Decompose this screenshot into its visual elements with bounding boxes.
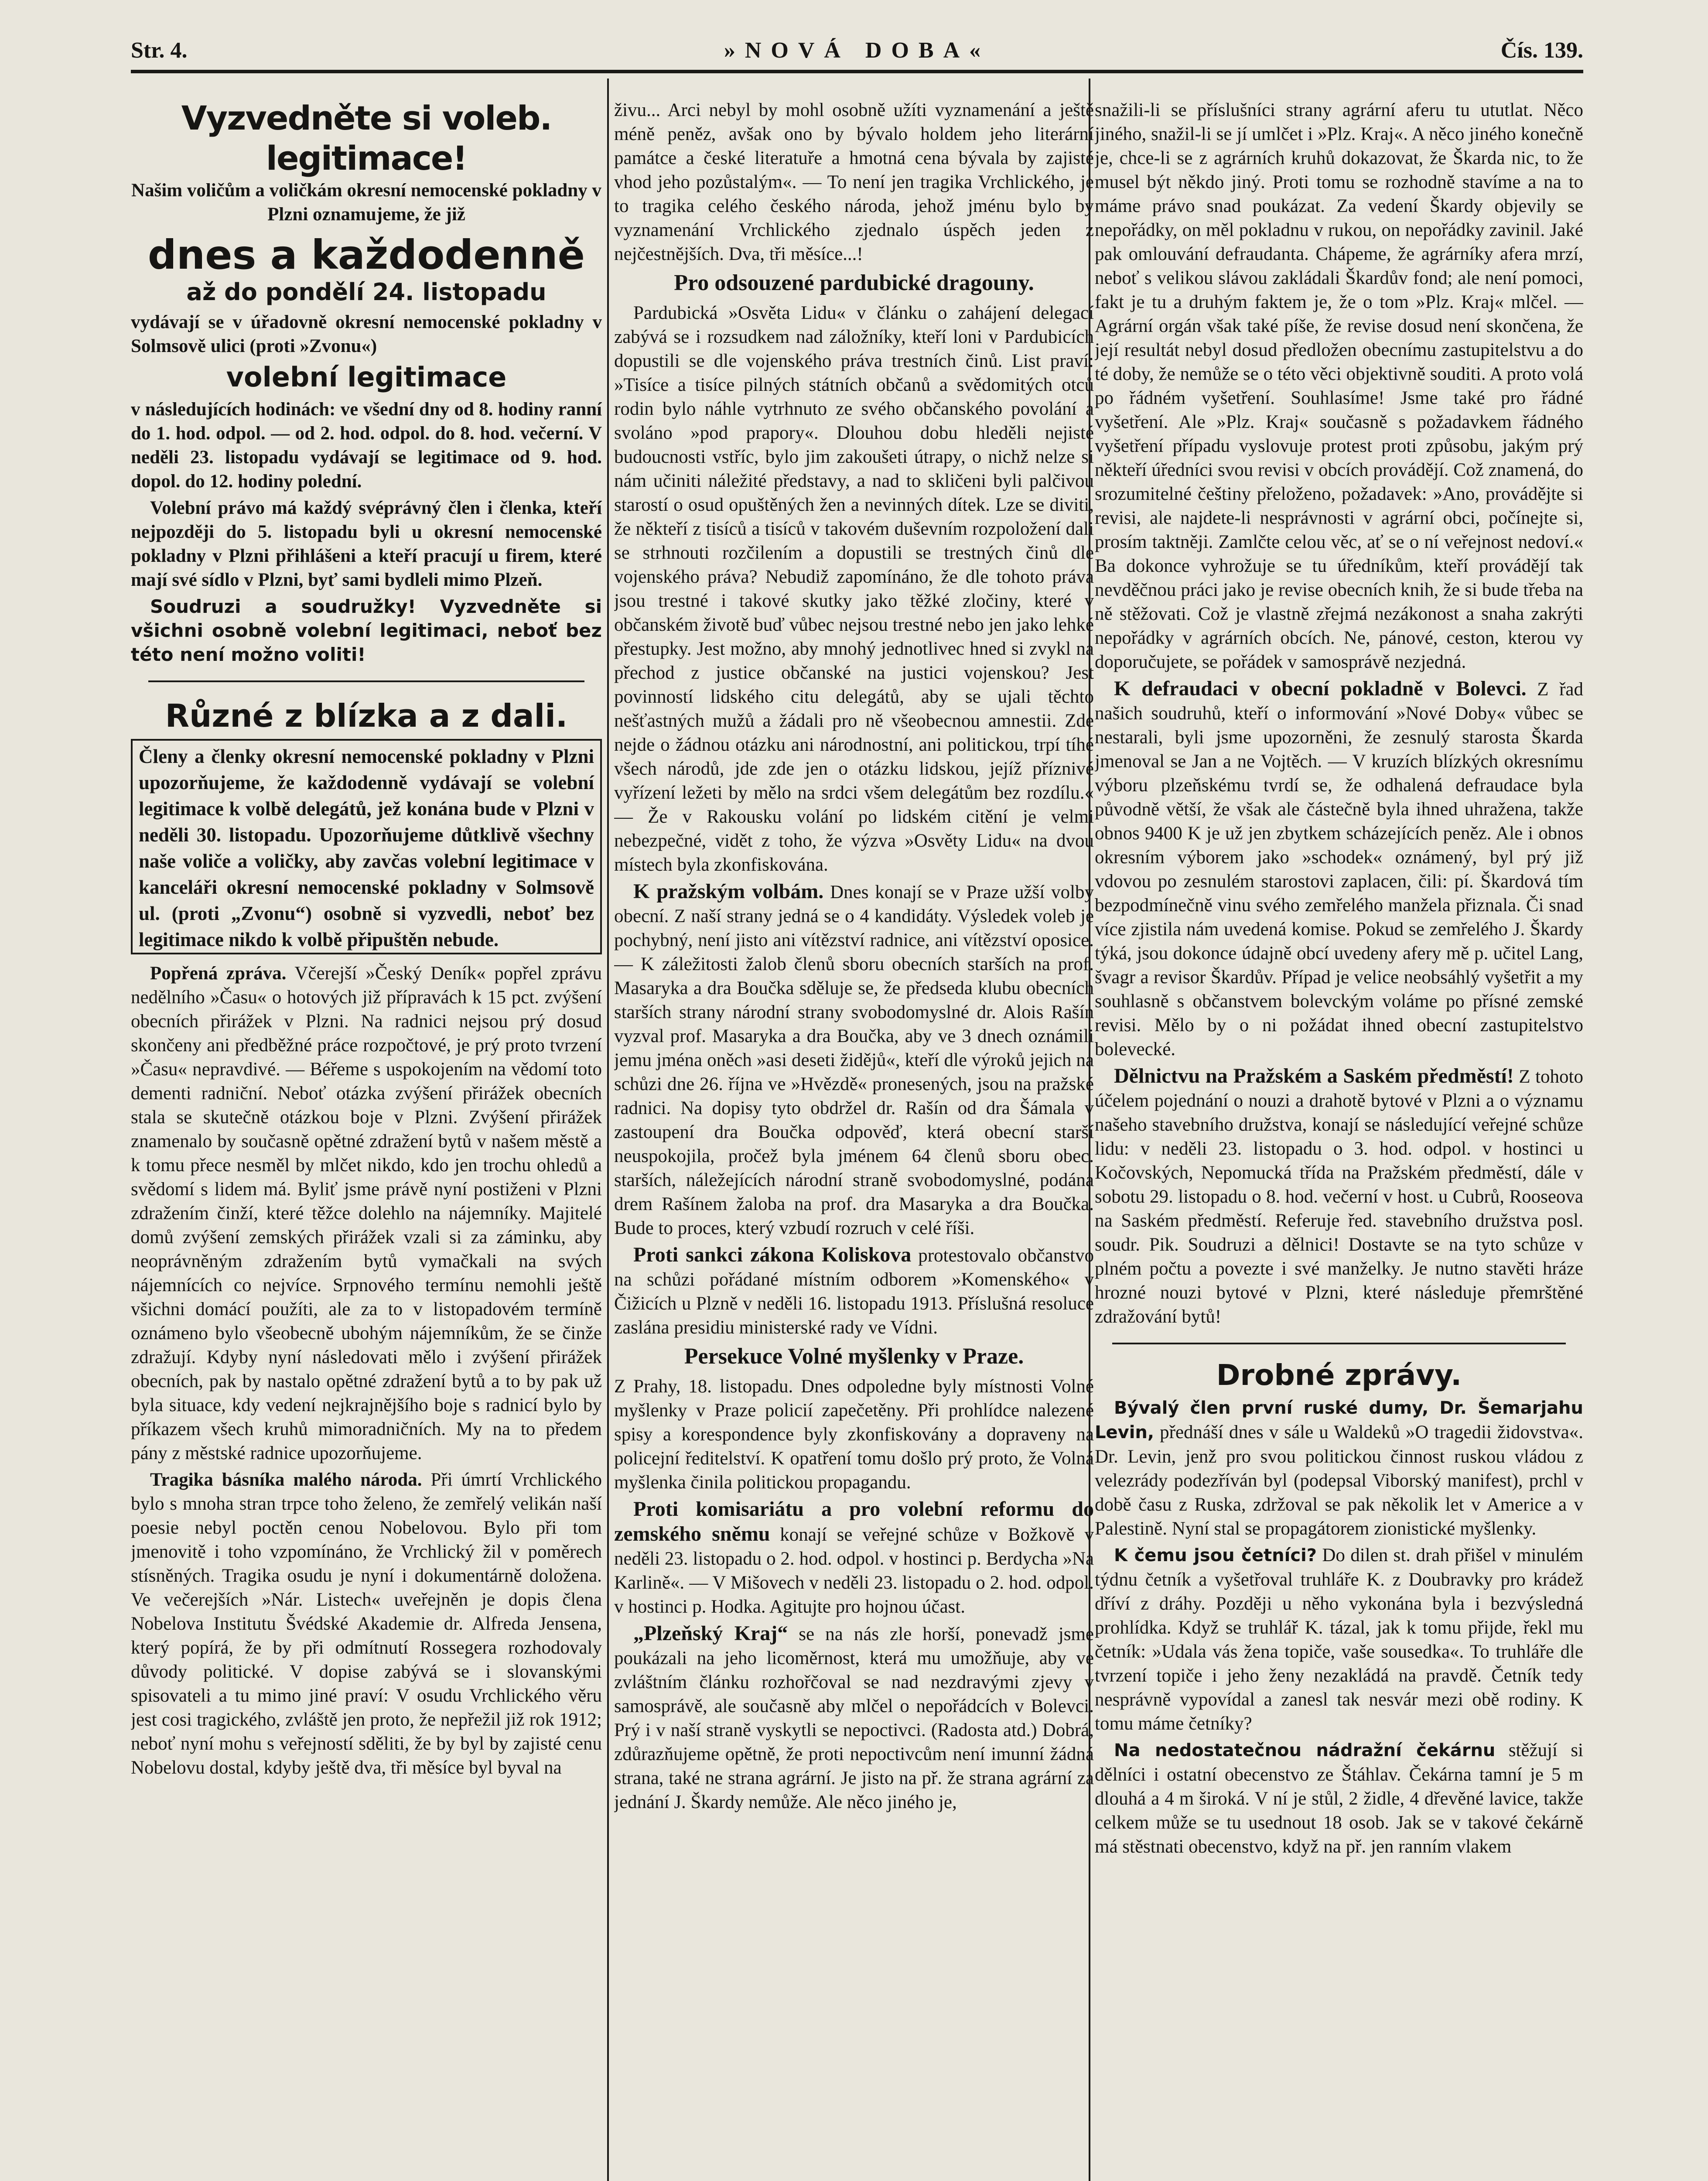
brief-heading: Na nedostatečnou nádražní čekárnu [1114, 1740, 1496, 1761]
article-dragoons: Pardubická »Osvěta Lidu« v článku o zahájení delegací zabývá se i rozsudkem nad záložníky, kteří loni v Pardubicích dopustili se dle vojenského práva trestních činů. List praví: »Tisíce a tisíce pilných státních občanů a svědomitých otců rodin bylo náhle vytrhnuto ze svého občanského povolání a svoláno »pod prapory«. Dlouhou dobu hleděli nejisté budoucnosti vstříc, bylo jim zakoušeti útrapy, o nichž nelze si nám učiniti náležité představy, a nad to skličeni byli palčivou starostí o osud opuštěných žen a nevinných dítek. Lze se diviti, že někteří z tisíců a tisíců v takovém duševním rozpoložení dali se strhnouti rozčilením a dopustili se trestných činů dle vojenského práva? Nebudiž zapomínáno, že dle tohoto práva jsou trestné i takové skutky jako těžké zločiny, které v občanském životě buď vůbec nejsou trestné nebo jen jako lehké přestupky. Jest možno, aby mnohý jednotlivec hned si zvykl na přechod z justice občanské na justici vojenskou? Jest povinností lidského citu delegátů, aby se ujali těchto nešťastných mužů a žádali pro ně všeobecnou amnestii. Zde nejde o žádnou otázku ani národnostní, ani politickou, trpí tíhé všech národů, jde zde jen o otázku lidskou, jejíž příznivé vyřízení ležeti by mělo na srdci všem delegátům bez rozdílu.« — Že v Rakousku volání po lidském citění je velmi nebezpečné, vidět z toho, že výzva »Osvěty Lidu« na dvou místech byla zkonfiskována. [614, 303, 1094, 875]
notice-daily: dnes a každodenně [147, 232, 585, 278]
article-continuation: snažili-li se příslušníci strany agrární aferu tu ututlat. Něco jiného, snažil-li se jí umlčet i »Plz. Kraj«. A něco jiného konečně je, chce-li se z agrárních kruhů dokazovat, že Škarda nic, to že musel být někdo jiný. Proti tomu se rozhodně stavíme a na to máme právo snad poukázat. Za vedení Škardy objevily se nepořádky, on měl pokladnu v rukou, on nepořádky zavinil. Jaké pak omlouvání defraudanta. Chápeme, že agrárníky afera mrzí, neboť s velikou slávou zakládali Škardův fond; ale není pomoci, fakt je tu a druhým faktem je, že o tom »Plz. Kraj« mlčel. — Agrární orgán však také píše, že revise dosud není skončena, že její resultát nebyl dosud předložen obecnímu zastupitelstvu a do té doby, že nemůže se o této věci objektivně souditi. A proto volá po řádném vyšetření. Souhlasíme! Jsme také pro řádné vyšetření. Ale »Plz. Kraj« současně s požadavkem řádného vyšetření případu vyslovuje protest proti způsobu, jakým prý někteří úředníci svou revisi v obcích provádějí. Což znamená, do srozumitelné češtiny přeloženo, požadavek: »Ano, provádějte si revisi, ale najdete-li nesprávnosti v agrární obci, počínejte si, prosím taktněji. Zamlčte celou věc, ať se o ní veřejnost nedoví.« Ba dokonce vyhrožuje se tu úředníkům, kteří provádějí tak nevděčnou práci jako je revise obecních knih, že si bude třeba na ně stěžovati. Což je vlastně zřejmá nezákonost a snaha zakrýti nepořádky v agrárních obcích. Ne, pánové, ceston, kterou vy doporučujete, se pořádek v samosprávě nezjedná. [1095, 100, 1583, 672]
column-1 [131, 98, 602, 2181]
article-text: protestovalo občanstvo na schůzi pořádané místním odborem »Komenského« v Čižicích u Plzně v neděli 16. listopadu 1913. Příslušná resoluce zaslána presidiu ministerské rady ve Vídni. [614, 1245, 1094, 1338]
page-number: Str. 4. [131, 38, 188, 63]
article-text: konají se veřejné schůze v Božkově v neděli 23. listopadu o 2. hod. odpol. v hostinci p. Berdycha »Na Karlině«. — V Mišovech v neděli 23. listopadu o 2. hod. odpol. v hostinci p. Hodka. Agitujte pro hojnou účast. [614, 1525, 1094, 1617]
article-kolisko-law [614, 1243, 1094, 1340]
article-heading: Proti komisariátu a pro volební reformu do zemského sněmu [614, 1497, 1094, 1545]
article-heading: Proti sankci zákona Koliskova [633, 1243, 912, 1266]
notice-hours: v následujících hodinách: ve všední dny od 8. hodiny ranní do 1. hod. odpol. — od 2. hod. odpol. do 8. hod. večerní. V neděli 23. listopadu vydávají se legitimace od 9. hod. dopol. do 12. hodiny polední. [131, 399, 602, 492]
issue-number: Čís. 139. [1500, 38, 1583, 63]
article-heading: Dělnictvu na Pražském a Saském předměstí! [1114, 1064, 1514, 1087]
article-prague-elections [614, 879, 1094, 1240]
article-heading: „Plzeňský Kraj“ [633, 1622, 788, 1645]
article-text: Dnes konají se v Praze užší volby obecní. Z naší strany jedná se o 4 kandidáty. Výsledek voleb je pochybný, není jisto ani vítězství radnice, ani vítězství oposice. — K záležitosti žalob členů sboru obecních starších na prof. Masaryka a dra Boučka sděluje se, že předseda klubu obecních starších strany národní strany svobodomyslné dr. Alois Rašín vyzval prof. Masaryka a dra Boučka, aby ve 3 dnech oznámili jemu jména oněch »asi deseti židějů«, kteří dle výroků jejich na schůzi dne 26. října ve »Hvězdě« pronesených, jsou na pražské radnici. Na dopisy tyto obdržel dr. Rašín od dra Šámala v zastoupení dra Boučka odpověď, která obecní starší neuspokojila, pročež byla jménem 64 členů sboru obec. starších, náležejících národní straně svobodomyslné, podána drem Rašínem žaloba na prof. dra Masaryka a dra Boučka. Bude to proces, který vzbudí rozruch v celé říši. [614, 882, 1094, 1238]
brief-text: stěžují si dělníci i ostatní obecenstvo ze Štáhlav. Čekárna tamní je 5 m dlouhá a 4 m široká. V ní je stůl, 2 židle, 4 dřevěné lavice, takže celkem může se tu usednout 18 osob. Jak se v takové čekárně má stěstnati obecenstvo, když na př. jen ranním vlakem [1095, 1740, 1583, 1857]
page-header [131, 34, 1583, 69]
notice-until: až do pondělí 24. listopadu [186, 278, 547, 306]
article-free-thought: Z Prahy, 18. listopadu. Dnes odpoledne byly místnosti Volné myšlenky v Praze policií zapečetěny. Při prohlídce nalezené spisy a korespondence byly zkonfiskovány a dopraveny na policejní ředitelství. K opatření tomu došlo prý proto, že Volná myšlenka činila politickou propagandu. [614, 1376, 1094, 1493]
article-heading: Pro odsouzené pardubické dragouny. [674, 270, 1034, 295]
notice-intro: Našim voličům a voličkám okresní nemocenské pokladny v Plzni oznamujeme, že již [131, 180, 601, 225]
article-poet-tragedy [131, 1468, 602, 1780]
article-text: Z řad našich soudruhů, kteří o informování »Nové Doby« vůbec se nestarali, byli jsme upozorněni, že zesnulý starosta Škarda jmenoval se Jan a ne Vojtěch. — V kruzích blízkých okresnímu výboru plzeňskému tvrdí se, že odhalená defraudace byla původně větší, že však ale částečně byla ihned uhražena, takže obnos 9400 K je už jen zbytkem scházejících peněz. Ale i obnos okresním výborem jako »schodek« oznámený, byl prý již vdovou po zesnulém starostovi zaplacen, čili: pí. Škardová tím bezpodmínečně vinu svého zemřelého manžela přiznala. Či snad více zjistila nám uvedená komise. Pokud se zemřelého J. Škardy týká, jsou dokonce údajně obcí uvedeny afery mě p. učitel Lang, švagr a revisor Škardův. Případ je velice neobsáhlý vyšetřit a my souhlasně s občanstvem bolevckým voláme po přísné zemské revisi. Mělo by o ni požádat ihned obecní zastupitelstvo bolevecké. [1095, 679, 1583, 1060]
article-heading: Tragika básníka malého národa. [150, 1470, 422, 1490]
article-text: Z tohoto účelem pojednání o nouzi a drahotě bytové v Plzni a o významu našeho stavebního družstva, konají se následující veřejné schůze lidu: v neděli 23. listopadu o 3. hod. odpol. v hostinci u Kočovských, Nepomucká třída na Pražském předměstí, dále v sobotu 29. listopadu o 8. hod. večerní v host. u Cubrů, Rooseova na Saském předměstí. Referuje řed. stavebního družstva posl. soudr. Pik. Soudruzi a dělnici! Dostavte se na tyto schůze v plném počtu a povezte i své manželky. Je nutno stavěti hráze hrozné nouzi bytové v Plzni, které následuje přemrštěné zdražování bytů! [1095, 1067, 1583, 1327]
brief-waiting-room [1095, 1738, 1583, 1859]
notice-call: Soudruzi a soudružky! Vyzvedněte si všichni osobně volební legitimaci, neboť bez této není možno voliti! [131, 596, 602, 665]
article-electoral-reform [614, 1497, 1094, 1619]
brief-text: Do dilen st. drah přišel v minulém týdnu četník a vyšetřoval truhláře K. z Doubravky pro krádež dříví z dráhy. Později u něho vykonána byla i bezvýsledná prohlídka. Když se truhlář K. tázal, jak k tomu přijde, řekl mu četník: »Udala vás žena topiče, vaše sousedka«. To truhláře dle tvrzení topiče i jeho ženy nezakládá na pravdě. Četník tedy nesprávně vypovídal a zanesl tak nesvár mezi obě rodiny. K tomu máme četníky? [1095, 1545, 1583, 1734]
newspaper-title: »NOVÁ DOBA« [724, 38, 991, 63]
column-3 [1095, 98, 1583, 2181]
section-title: Drobné zprávy. [1216, 1358, 1462, 1392]
brief-gendarmes [1095, 1543, 1583, 1736]
section-title: Různé z blízka a z dali. [165, 697, 568, 734]
article-heading: K defraudaci v obecní pokladně v Bolevci. [1114, 677, 1527, 700]
article-workers-meeting [1095, 1064, 1583, 1329]
notice-title: Vyzvedněte si voleb. legitimace! [181, 99, 552, 178]
article-heading: Popřená zpráva. [150, 963, 287, 984]
article-bolevec-defraudation [1095, 677, 1583, 1061]
article-heading: Persekuce Volné myšlenky v Praze. [684, 1344, 1024, 1369]
header-rule [131, 70, 1583, 73]
notice-issued: vydávají se v úřadovně okresní nemocenské pokladny v Solmsově ulici (proti »Zvonu«) [131, 312, 602, 356]
notice-right: Volební právo má každý svéprávný člen i členka, kteří nejpozději do 5. listopadu byli u okresní nemocenské pokladny v Plzni přihlášeni a kteří pracují u firem, které mají své sídlo v Plzni, byť sami bydleli mimo Plzeň. [131, 498, 602, 590]
brief-heading: K čemu jsou četníci? [1114, 1545, 1317, 1566]
brief-heading: Bývalý člen první ruské dumy, Dr. Šemarjahu Levin, [1095, 1398, 1583, 1443]
voting-notice-box: Členy a členky okresní nemocenské pokladny v Plzni upozorňujeme, že každodenně vydávají se volební legitimace k volbě delegátů, jež konána bude v Plzni v neděli 30. listopadu. Upozorňujeme důtklivě všechny naše voliče a voličky, aby zavčas volební legitimace v kanceláři okresní nemocenské pokladny v Solmsově ul. (proti „Zvonu“) osobně si vyzvedli, neboť bez legitimace nikdo k volbě připuštěn nebude. [131, 739, 602, 954]
article-heading: K pražským volbám. [633, 880, 824, 903]
section-divider [148, 680, 584, 682]
column-2 [614, 98, 1094, 2181]
article-text: se na nás zle horší, ponevadž jsme poukázali na jeho licoměrnost, která mu umožňuje, aby ve zvláštním článku rozhořčoval se nad nezdravými zjevy v samosprávě, ale současně aby mlčel o nepořádcích v Bolevci. Prý i v naší straně vyskytli se nepoctivci. (Radosta atd.) Dobrá, zdůrazňujeme opětně, že proti nepoctivcům není imunní žádná strana, také ne strana agrární. Je jisto na př. že strana agrární za jednání J. Škardy nemůže. Ale něco jiného je, [614, 1624, 1094, 1812]
article-continuation: živu... Arci nebyl by mohl osobně užíti vyznamenání a ještě méně peněz, avšak ono by bývalo holdem jeho literární památce a české literatuře a hmotná cena bývala by zajisté vhod jeho pozůstalým«. — To není jen tragika Vrchlického, je to tragika celého českého národa, jehož jménu bylo by vyznamenání Vrchlického zjednalo úspěch jeden z nejčestnějších. Dva, tři měsíce...! [614, 100, 1094, 264]
brief-levin [1095, 1396, 1583, 1541]
article-plzensky-kraj [614, 1621, 1094, 1814]
section-divider [1112, 1343, 1566, 1344]
brief-text: přednáší dnes v sále u Waldeků »O tragedii židovstva«. Dr. Levin, jenž pro svou politickou činnost ruskou vládou z velezrády podezříván byl (podepsal Viborský manifest), prchl v době času z Ruska, zdržoval se pak několik let v Americe a v Palestině. Nyní stal se propagátorem zionistické myšlenky. [1095, 1422, 1583, 1539]
column-rule-1 [607, 79, 609, 2181]
article-denied-report [131, 961, 602, 1465]
notice-legit: volební legitimace [226, 361, 507, 393]
article-text: Včerejší »Český Deník« popřel zprávu nedělního »Času« o hotových již přípravách k 15 pct. zvýšení obecních přirážek v Plzni. Na radnici nejsou prý dosud skončeny ani předběžné práce rozpočtové, je prý proto tvrzení »Času« nepravdivé. — Béřeme s uspokojením na vědomí toto dementi radniční. Neboť otázka zvýšení přirážek obecních stala se skutečně otázkou boje v Plzni. Zvýšení přirážek znamenalo by současně opětné zdražení bytů v našem městě a k tomu přece nesměl by mlčet nikdo, kdo jen trochu ohledů a svědomí s lidem má. Byliť jsme právě nyní postiženi v Plzni zdražením činží, které těžce dolehlo na nájemníky. Majitelé domů zvýšení zemských přirážek vzali si za záminku, aby neoprávněným zdražením bytů vymačkali na svých nájemnících co nejvíce. Srpnového termínu nemohli ještě všichni domácí použíti, ale za to v listopadovém termíně oznámeno bylo všeobecně ubohým nájemníkům, že se činže zdražují. Kdyby nyní následovati mělo i zvýšení přirážek obecních, pak by nastalo opětné zdražení bytů a to by pak už byla situace, kdy vedení nejkrajnějšího boje s radnicí bylo by příkazem všech kruhů mimoradničních. My na to předem pány z městské radnice upozorňujeme. [131, 963, 602, 1463]
article-text: Při úmrtí Vrchlického bylo s mnoha stran trpce toho želeno, že zemřelý velikán naší poesie nebyl poctěn cenou Nobelovou. Bylo při tom jmenovitě i toho vzpomínáno, že Vrchlický žil v poměrech stísněných. Tragika osudu je nyní i dokumentárně doložena. Ve večerejších »Nár. Listech« uveřejněn je dopis člena Nobelova Institutu Švédské Akademie dr. Alfreda Jensena, který popírá, že by při odmítnutí Rossegera rozhodovaly důvody politické. V dopise zabývá se i slovanskými spisovateli a tu mimo jiné praví: V osudu Vrchlického věru jest cosi tragického, zvláště jen proto, že nepřežil již rok 1912; neboť nyní mohu s veřejností sděliti, že by byl by zajisté cenu Nobelovu dostal, kdyby ještě dva, tři měsíce byl byval na [131, 1470, 602, 1778]
